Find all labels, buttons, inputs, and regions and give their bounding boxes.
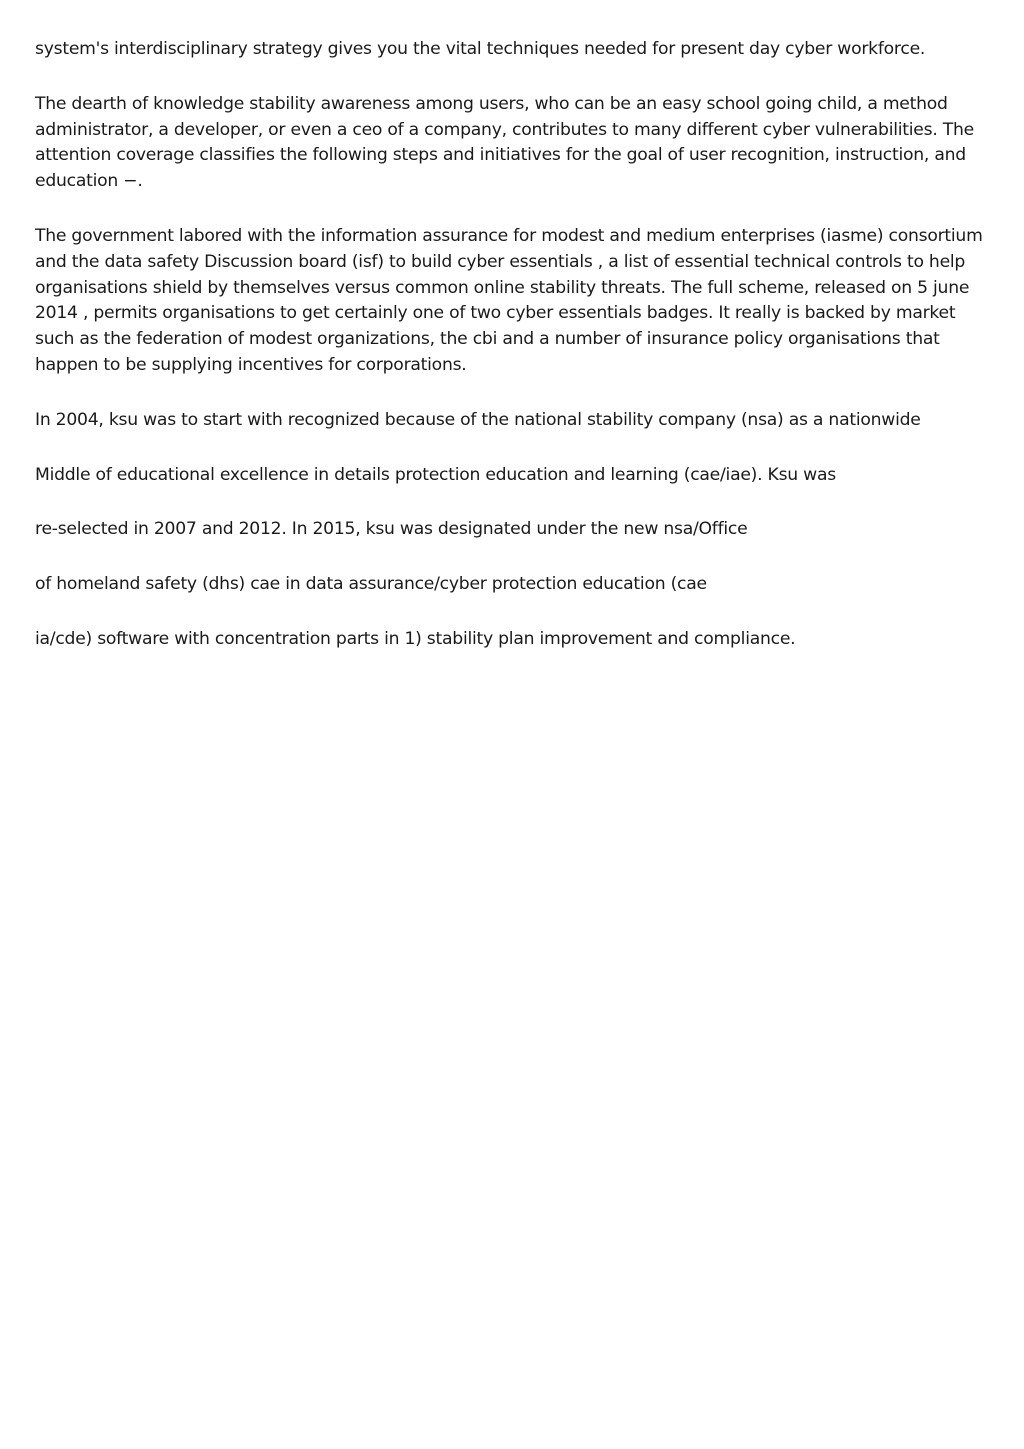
- paragraph-concentration-areas: ia/cde) software with concentration parts in 1) stability plan improvement and compliance.: [35, 628, 796, 649]
- paragraph-cae-iae: Middle of educational excellence in details protection education and learning (cae/iae). Ksu was: [35, 464, 836, 485]
- paragraph-ksu-2004: In 2004, ksu was to start with recognized because of the national stability company (nsa) as a nationwide: [35, 409, 921, 430]
- paragraph-reselected: re-selected in 2007 and 2012. In 2015, ksu was designated under the new nsa/Office: [35, 519, 748, 540]
- paragraph-security-awareness: The dearth of knowledge stability awareness among users, who can be an easy school going child, a method administrator, a developer, or even a ceo of a company, contributes to many different cyber vulnerabilities. The attention coverage classifies the following steps and initiatives for the goal of user recognition, instruction, and education −.: [35, 93, 974, 192]
- paragraph-workforce-strategy: system's interdisciplinary strategy gives you the vital techniques needed for present day cyber workforce.: [35, 39, 926, 59]
- paragraph-cyber-essentials: The government labored with the information assurance for modest and medium enterprises (iasme) consortium and the data safety Discussion board (isf) to build cyber essentials , a list of essential technical controls to help organisations shield by themselves versus common online stability threats. The full scheme, released on 5 june 2014 , permits organisations to get certainly one of two cyber essentials badges. It really is backed by market such as the federation of modest organizations, the cbi and a number of insurance policy organisations that happen to be supplying incentives for corporations.: [35, 225, 983, 375]
- paragraph-homeland-safety: of homeland safety (dhs) cae in data assurance/cyber protection education (cae: [35, 574, 707, 595]
- document-body: [35, 37, 991, 682]
